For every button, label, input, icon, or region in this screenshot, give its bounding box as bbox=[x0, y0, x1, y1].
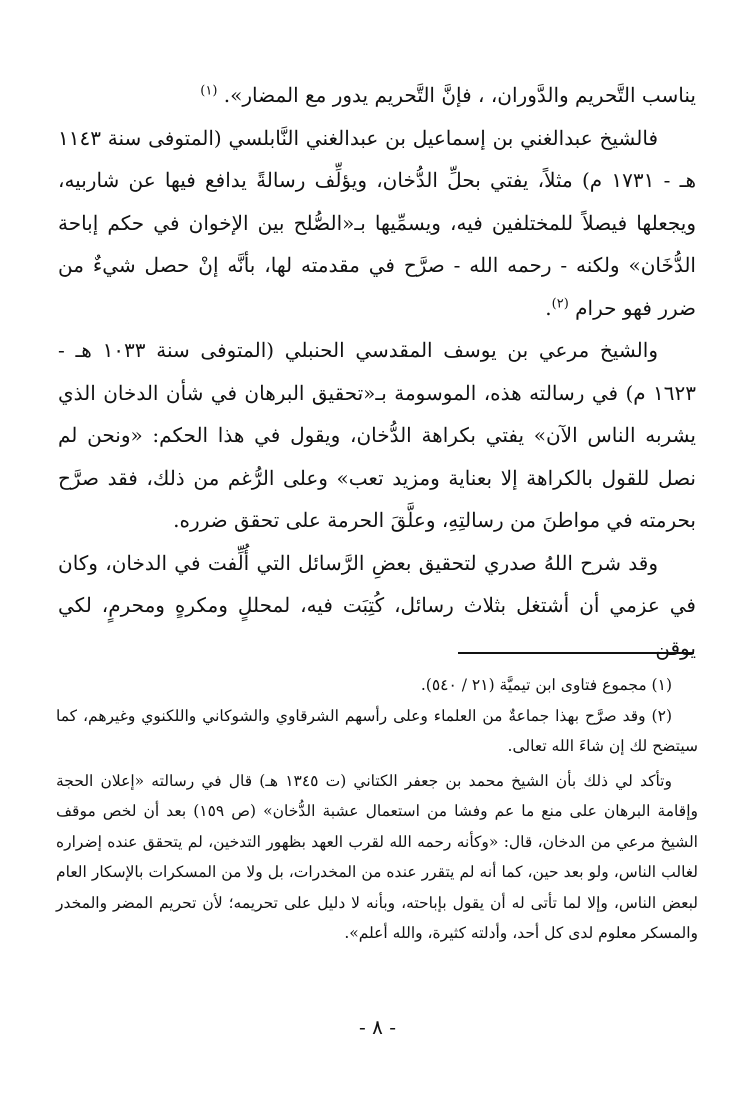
footnote-ref-2: (٢) bbox=[551, 295, 569, 311]
footnote-ref-1: (١) bbox=[200, 83, 218, 99]
footnotes bbox=[56, 670, 698, 949]
paragraph-4: وقد شرح اللهُ صدري لتحقيق بعضِ الرَّسائل التي أُلِّفت في الدخان، وكان في عزمي أن أشتغل بثلاث رسائل، كُتِبَت فيه، لمحللٍ ومكرهٍ ومحرمٍ، لكي يوقن bbox=[58, 550, 696, 660]
footnote-2-continuation: وتأكد لي ذلك بأن الشيخ محمد بن جعفر الكتاني (ت ١٣٤٥ هـ) قال في رسالته «إعلان الحجة وإقامة البرهان على منع ما عم وفشا من استعمال عشبة الدُّخان» (ص ١٥٩) بعد أن لخص موقف الشيخ مرعي من الدخان، قال: «وكأنه رحمه الله لقرب العهد بظهور التدخين، لم يتحقق عنده إضراره لغالب الناس، ولو بعد حين، كما أنه لم يتقرر عنده من المخدرات، بل ولا من المسكرات بالإسكار العام لبعض الناس، وإلا لما تأتى له أن يقول بإباحته، وبأنه لا دليل على تحريمه؛ لأن تحريم المضر والمخدر والمسكر معلوم لدى كل أحد، وأدلته كثيرة، والله أعلم». bbox=[56, 771, 698, 942]
footnote-2: (٢) وقد صرَّح بهذا جماعةٌ من العلماء وعلى رأسهم الشرقاوي والشوكاني واللكنوي وغيرهم، كما سيتضح لك إن شاءَ الله تعالى. bbox=[56, 706, 698, 755]
paragraph-2-text: فالشيخ عبدالغني بن إسماعيل بن عبدالغني النَّابلسي (المتوفى سنة ١١٤٣ هـ - ١٧٣١ م) مثلاً، يفتي بحلِّ الدُّخان، ويؤلِّف رسالةً يدافع فيها عن شاربيه، ويجعلها فيصلاً للمختلفين فيه، ويسمِّيها بـ«الصُّلح بين الإخوان في حكم إباحة الدُّخَان» ولكنه - رحمه الله - صرَّح في مقدمته لها، بأنَّه إنْ حصل شيءٌ من ضرر فهو حرام bbox=[58, 125, 697, 320]
paragraph-1 bbox=[58, 74, 696, 117]
footnote-1: (١) مجموع فتاوى ابن تيميَّة (٢١ / ٥٤٠). bbox=[420, 676, 672, 694]
paragraph-2: فالشيخ عبدالغني بن إسماعيل بن عبدالغني النَّابلسي (المتوفى سنة ١١٤٣ هـ - ١٧٣١ م) مثلاً، يفتي بحلِّ الدُّخان، ويؤلِّف رسالةً يدافع فيها عن شاربيه، ويجعلها فيصلاً للمختلفين فيه، ويسمِّيها بـ«الصُّلح بين الإخوان في حكم إباحة الدُّخَان» ولكنه - رحمه الله - صرَّح في مقدمته لها، بأنَّه إنْ حصل شيءٌ من ضرر فهو حرام $^{(٢)}$. bbox=[58, 125, 697, 320]
paragraph-1-text: يناسب التَّحريم والدَّوران، ، فإنَّ التَّحريم يدور مع المضار». bbox=[223, 83, 696, 107]
page-number: - ٨ - bbox=[359, 1015, 396, 1039]
paragraph-3: والشيخ مرعي بن يوسف المقدسي الحنبلي (المتوفى سنة ١٠٣٣ هـ - ١٦٢٣ م) في رسالته هذه، الموسومة بـ«تحقيق البرهان في شأن الدخان الذي يشربه الناس الآن» يفتي بكراهة الدُّخان، ويقول في هذا الحكم: «ونحن لم نصل للقول بالكراهة إلا بعناية ومزيد تعب» وعلى الرُّغم من ذلك، فقد صرَّح بحرمته في مواطنَ من رسالتِهِ، وعلَّقَ الحرمة على تحقق ضرره. bbox=[58, 338, 696, 532]
footnote-separator bbox=[458, 652, 694, 654]
main-text bbox=[58, 74, 696, 669]
